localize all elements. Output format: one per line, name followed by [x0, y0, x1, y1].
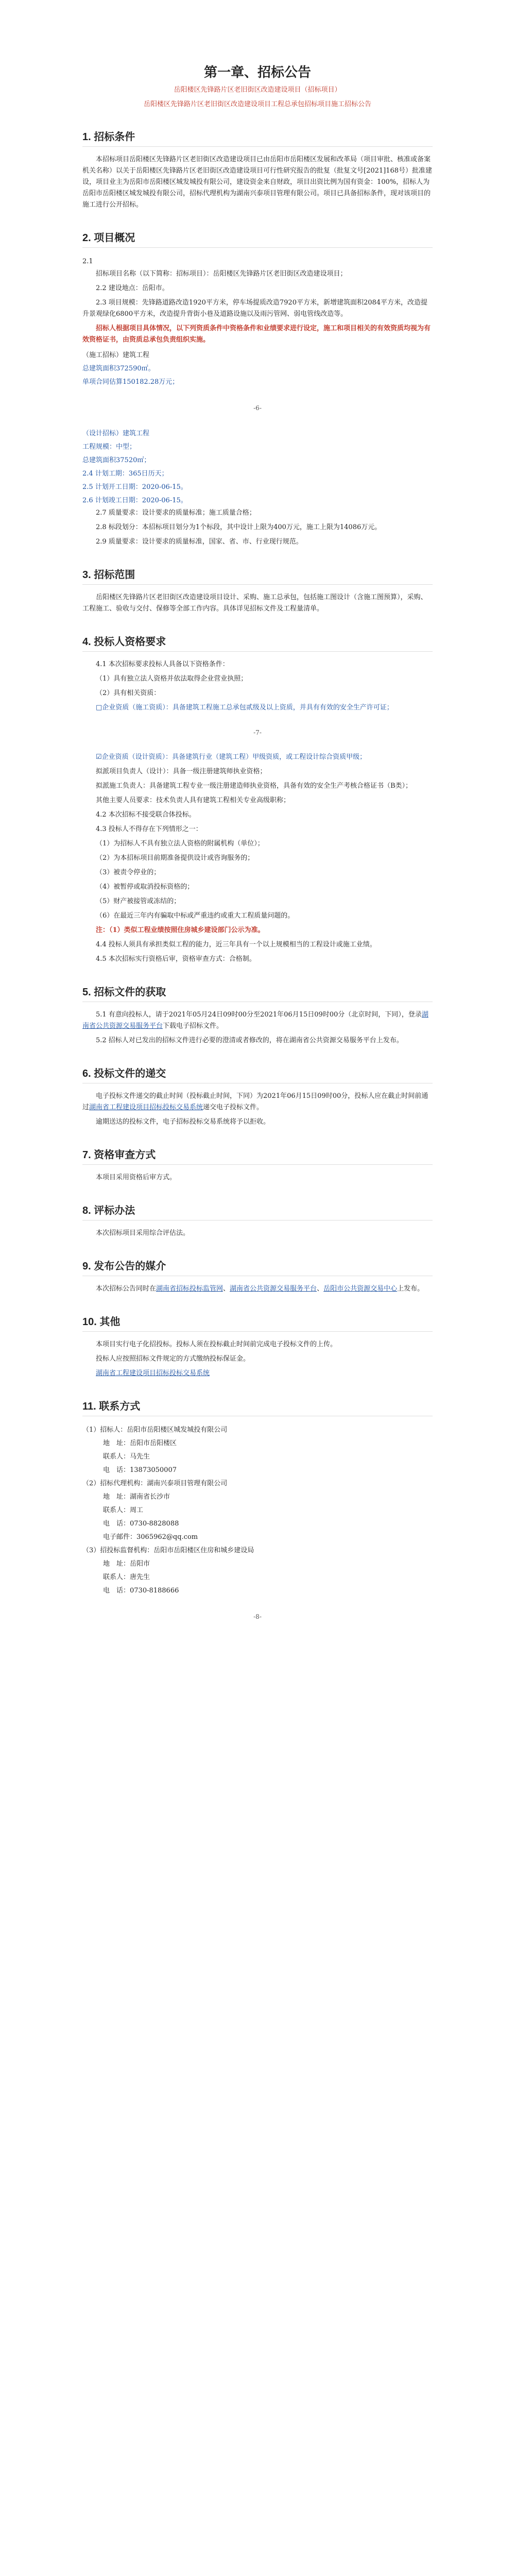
contact-line: 地 址：湖南省长沙市 [103, 1493, 170, 1501]
section-heading: 8. 评标办法 [82, 1202, 433, 1221]
paragraph: （4）被暂停或取消投标资格的； [96, 883, 194, 891]
list-item: 单项合同估算150182.28万元； [82, 378, 179, 386]
section-7 [82, 1146, 433, 1183]
paragraph-text: 、 [223, 1285, 230, 1293]
section-heading: 3. 招标范围 [82, 566, 433, 585]
section-1 [82, 128, 433, 211]
paragraph: ☑企业资质（设计资质）：具备建筑行业（建筑工程）甲级资质，或工程设计综合资质甲级； [96, 753, 367, 761]
paragraph: 拟派施工负责人：具备建筑工程专业一级注册建造师执业资格，具备有效的安全生产考核合格证书（B类）； [96, 782, 413, 790]
paragraph-text: 5.1 有意向投标人，请于2021年05月24日09时00分至2021年06月15日09时00分（北京时间，下同），登录 [96, 1011, 422, 1019]
list-item: 2.5 计划开工日期：2020-06-15。 [82, 483, 187, 491]
sub-label: （设计招标）建筑工程 [82, 430, 150, 437]
page-title: 第一章、招标公告 [203, 64, 311, 80]
item-number: 2.1 [82, 258, 93, 265]
system-link[interactable]: 湖南省工程建设项目招标投标交易系统 [89, 1104, 203, 1111]
page-number: -7- [253, 729, 262, 736]
section-6 [82, 1065, 433, 1128]
paragraph: 招标项目名称（以下简称：招标项目）：岳阳楼区先锋路片区老旧街区改造建设项目； [96, 270, 347, 278]
paragraph: （5）财产被接管或冻结的； [96, 897, 181, 905]
section-3 [82, 566, 433, 615]
paragraph: 其他主要人员要求：技术负责人具有建筑工程相关专业高级职称； [96, 796, 290, 804]
paragraph-text: 电子投标文件递交的截止时间（投标截止时间，下同）为2021年06月15日09时00分，投标人应在截止时间前通过 [82, 1092, 428, 1111]
paragraph: 本项目实行电子化招投标。投标人须在投标截止时间前完成电子投标文件的上传。 [96, 1341, 337, 1348]
contact-line: 电 话：0730-8828088 [103, 1520, 179, 1528]
paragraph: 4.4 投标人须具有承担类似工程的能力，近三年具有一个以上规模相当的工程设计或施工业绩。 [96, 941, 376, 948]
section-heading: 7. 资格审查方式 [82, 1146, 433, 1165]
section-heading: 2. 项目概况 [82, 229, 433, 248]
contact-line: 地 址：岳阳市岳阳楼区 [103, 1439, 177, 1447]
paragraph-text: 、 [317, 1285, 324, 1293]
paragraph [82, 1009, 433, 1032]
paragraph-text: 递交电子投标文件。 [203, 1104, 264, 1111]
section-heading: 4. 投标人资格要求 [82, 633, 433, 652]
paragraph: （1）为招标人不具有独立法人资格的附属机构（单位）； [96, 840, 264, 848]
section-heading: 10. 其他 [82, 1313, 433, 1332]
paragraph [82, 1283, 433, 1295]
media-link[interactable]: 岳阳市公共资源交易中心 [323, 1285, 398, 1293]
section-11 [82, 1398, 433, 1620]
paragraph: 2.3 项目规模：先锋路道路改造1920平方米，停车场提质改造7920平方米，新增建筑面积2084平方米，改造提升景观绿化6800平方米，改造提升背街小巷及道路设施以及雨污管网、弱电管线改造等。 [82, 299, 428, 318]
paragraph: 2.7 质量要求：设计要求的质量标准；施工质量合格； [96, 509, 256, 517]
paragraph: 4.3 投标人不得存在下列情形之一： [96, 825, 202, 833]
section-heading: 9. 发布公告的媒介 [82, 1258, 433, 1276]
paragraph: 4.2 本次招标不接受联合体投标。 [96, 811, 196, 819]
paragraph: （3）被责令停业的； [96, 869, 161, 876]
contact-title: （3）招投标监督机构：岳阳市岳阳楼区住房和城乡建设局 [82, 1547, 254, 1554]
paragraph: 拟派项目负责人（设计）：具备一级注册建筑师执业资格； [96, 768, 267, 775]
media-link[interactable]: 湖南省公共资源交易服务平台 [230, 1285, 317, 1293]
platform-link[interactable]: 湖南省公共资源交易服务平台 [82, 1011, 428, 1030]
paragraph-text: 本次招标公告同时在 [96, 1285, 157, 1293]
paragraph: （2）为本招标项目前期准备提供设计或咨询服务的； [96, 854, 254, 862]
paragraph: 5.2 招标人对已发出的招标文件进行必要的澄清或者修改的，将在湖南省公共资源交易服务平台上发布。 [96, 1037, 403, 1044]
section-10 [82, 1313, 433, 1379]
contact-line: 电子邮件：3065962@qq.com [103, 1533, 198, 1541]
paragraph [82, 1091, 433, 1113]
contact-line: 联系人：马先生 [103, 1453, 150, 1461]
paragraph: 逾期送达的投标文件，电子招标投标交易系统将予以拒收。 [96, 1118, 270, 1126]
list-item: 工程规模：中型； [82, 443, 136, 451]
paragraph: 2.9 质量要求：设计要求的质量标准，国家、省、市、行业现行规范。 [96, 538, 303, 546]
subtitle-line-1: 岳阳楼区先锋路片区老旧街区改造建设项目（招标项目） [174, 86, 341, 94]
section-8 [82, 1202, 433, 1239]
section-4 [82, 633, 433, 965]
paragraph: 岳阳楼区先锋路片区老旧街区改造建设项目设计、采购、施工总承包，包括施工图设计（含施工图预算），采购、工程施工、验收与交付、保修等全部工作内容。具体详见招标文件及工程量清单。 [82, 594, 427, 613]
paragraph: 本招标项目岳阳楼区先锋路片区老旧街区改造建设项目已由岳阳市岳阳楼区发展和改革局（项目审批、核准或备案机关名称）以关于岳阳楼区先锋路片区老旧街区改造建设项目可行性研究报告的批复（批复文号[2021]168号）批准建设，项目业主为岳阳市岳阳楼区城发城投有限公司，建设资金来自财政，项目出资比例为国有资金：100%，招标人为岳阳市岳阳楼区城发城投有限公司，招标代理机构为湖南兴泰项目管理有限公司。项目已具备招标条件，现对该项目的施工进行公开招标。 [82, 156, 433, 209]
contact-line: 电 话：13873050007 [103, 1466, 177, 1474]
page-number: -8- [253, 1613, 262, 1620]
list-item: 2.6 计划竣工日期：2020-06-15。 [82, 497, 187, 504]
contact-line: 电 话：0730-8188666 [103, 1587, 179, 1595]
page-number: -6- [253, 404, 262, 412]
paragraph: 本次招标项目采用综合评估法。 [96, 1229, 190, 1237]
contact-title: （2）招标代理机构：湖南兴泰项目管理有限公司 [82, 1480, 228, 1487]
paragraph: （1）具有独立法人资格并依法取得企业营业执照； [96, 675, 248, 683]
paragraph: （6）在最近三年内有骗取中标或严重违约或重大工程质量问题的。 [96, 912, 295, 920]
contact-line: 联系人：周工 [103, 1506, 144, 1514]
section-heading: 6. 投标文件的递交 [82, 1065, 433, 1083]
paragraph: □企业资质（施工资质）：具备建筑工程施工总承包贰级及以上资质，并具有有效的安全生产许可证； [96, 704, 393, 711]
paragraph-text: 上发布。 [397, 1285, 424, 1293]
paragraph [82, 1368, 433, 1379]
media-link[interactable]: 湖南省招标投标监管网 [156, 1285, 224, 1293]
paragraph: 2.8 标段划分：本招标项目划分为1个标段，其中设计上限为400万元，施工上限为14086万元。 [96, 523, 382, 531]
paragraph: （2）具有相关资质： [96, 689, 161, 697]
contact-line: 地 址：岳阳市 [103, 1560, 150, 1568]
paragraph: 2.2 建设地点：岳阳市。 [96, 284, 169, 292]
sub-label: （施工招标）建筑工程 [82, 351, 150, 359]
paragraph: 4.1 本次招标要求投标人具备以下资格条件： [96, 660, 229, 668]
paragraph: 4.5 本次招标实行资格后审，资格审查方式：合格制。 [96, 955, 256, 963]
contact-title: （1）招标人：岳阳市岳阳楼区城发城投有限公司 [82, 1426, 228, 1434]
section-2 [82, 229, 433, 548]
highlight-paragraph: 招标人根据项目具体情况，以下列资质条件中资格条件和业绩要求进行设定，施工和项目相关的有效资质均视为有效资格证书，由资质总承包负责组织实施。 [82, 325, 431, 344]
paragraph: 投标人应按照招标文件规定的方式缴纳投标保证金。 [96, 1355, 250, 1363]
paragraph: 本项目采用资格后审方式。 [96, 1174, 177, 1181]
highlight-paragraph: 注：（1）类似工程业绩按照住房城乡建设部门公示为准。 [96, 926, 265, 934]
list-item: 2.4 计划工期：365日历天； [82, 470, 168, 478]
section-5 [82, 984, 433, 1046]
section-heading: 1. 招标条件 [82, 128, 433, 147]
section-heading: 5. 招标文件的获取 [82, 984, 433, 1002]
paragraph-text: 下载电子招标文件。 [163, 1022, 224, 1030]
section-heading: 11. 联系方式 [82, 1398, 433, 1416]
contact-line: 联系人：唐先生 [103, 1573, 150, 1581]
system-link[interactable]: 湖南省工程建设项目招标投标交易系统 [96, 1369, 210, 1377]
section-9 [82, 1258, 433, 1295]
subtitle-line-2: 岳阳楼区先锋路片区老旧街区改造建设项目工程总承包招标项目施工招标公告 [143, 100, 371, 108]
list-item: 总建筑面积37520㎡； [82, 456, 151, 464]
list-item: 总建筑面积372590㎡。 [82, 365, 155, 372]
